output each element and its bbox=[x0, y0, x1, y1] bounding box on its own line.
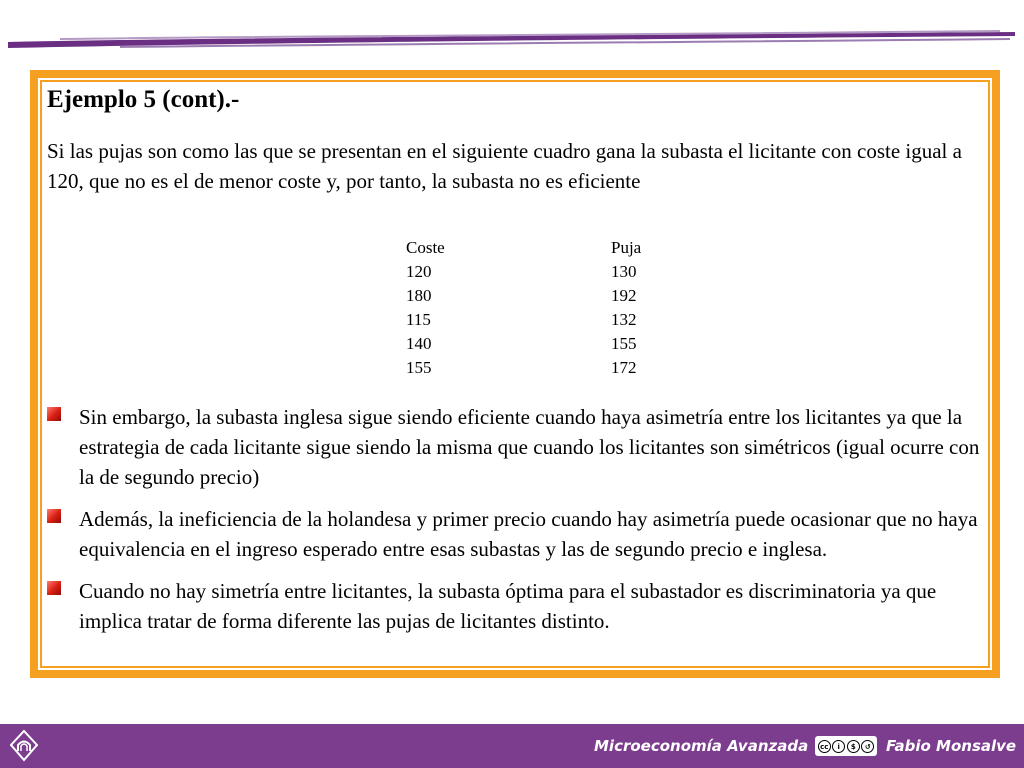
table-cell: 130 bbox=[611, 262, 637, 281]
table-row bbox=[406, 284, 691, 308]
university-logo-icon bbox=[8, 729, 40, 763]
table-cell: 140 bbox=[406, 334, 432, 353]
bullet-text: Además, la ineficiencia de la holandesa y primer precio cuando hay asimetría puede ocasionar que no haya equivalencia en el ingreso esperado entre esas subastas y las de segundo precio e inglesa. bbox=[79, 507, 978, 561]
table-cell: 192 bbox=[611, 286, 637, 305]
bullet-item bbox=[47, 576, 992, 636]
course-name: Microeconomía Avanzada bbox=[594, 737, 809, 755]
cc-icon: cc bbox=[818, 740, 831, 753]
sa-icon: ↺ bbox=[861, 740, 874, 753]
cost-bid-table bbox=[406, 236, 691, 380]
nc-icon: $ bbox=[847, 740, 860, 753]
table-cell: 172 bbox=[611, 358, 637, 377]
table-cell: 180 bbox=[406, 286, 432, 305]
cc-license-badge bbox=[815, 736, 877, 756]
bullet-list bbox=[47, 402, 992, 648]
decorative-top-stripe bbox=[0, 26, 1024, 52]
bullet-item bbox=[47, 504, 992, 564]
footer-bar bbox=[0, 724, 1024, 768]
bullet-text: Cuando no hay simetría entre licitantes, la subasta óptima para el subastador es discriminatoria ya que implica tratar de forma diferente las pujas de licitantes distinto. bbox=[79, 579, 937, 633]
intro-paragraph: Si las pujas son como las que se presentan en el siguiente cuadro gana la subasta el licitante con coste igual a 120, que no es el de menor coste y, por tanto, la subasta no es eficiente bbox=[47, 139, 962, 193]
red-square-bullet-icon bbox=[47, 407, 61, 421]
table-row bbox=[406, 332, 691, 356]
red-square-bullet-icon bbox=[47, 581, 61, 595]
bullet-text: Sin embargo, la subasta inglesa sigue siendo eficiente cuando haya asimetría entre los licitantes ya que la estrategia de cada licitante sigue siendo la misma que cuando los licitantes son simétricos (igual ocurre con la de segundo precio) bbox=[79, 405, 980, 489]
table-header-row bbox=[406, 236, 691, 260]
table-row bbox=[406, 356, 691, 380]
slide-title: Ejemplo 5 (cont).- bbox=[47, 86, 240, 113]
bullet-item bbox=[47, 402, 992, 492]
red-square-bullet-icon bbox=[47, 509, 61, 523]
by-icon: i bbox=[832, 740, 845, 753]
column-header-coste: Coste bbox=[406, 238, 445, 257]
table-cell: 120 bbox=[406, 262, 432, 281]
author-name: Fabio Monsalve bbox=[886, 737, 1017, 755]
table-cell: 155 bbox=[406, 358, 432, 377]
table-cell: 155 bbox=[611, 334, 637, 353]
table-row bbox=[406, 260, 691, 284]
column-header-puja: Puja bbox=[611, 238, 642, 257]
table-cell: 132 bbox=[611, 310, 637, 329]
table-row bbox=[406, 308, 691, 332]
table-cell: 115 bbox=[406, 310, 431, 329]
